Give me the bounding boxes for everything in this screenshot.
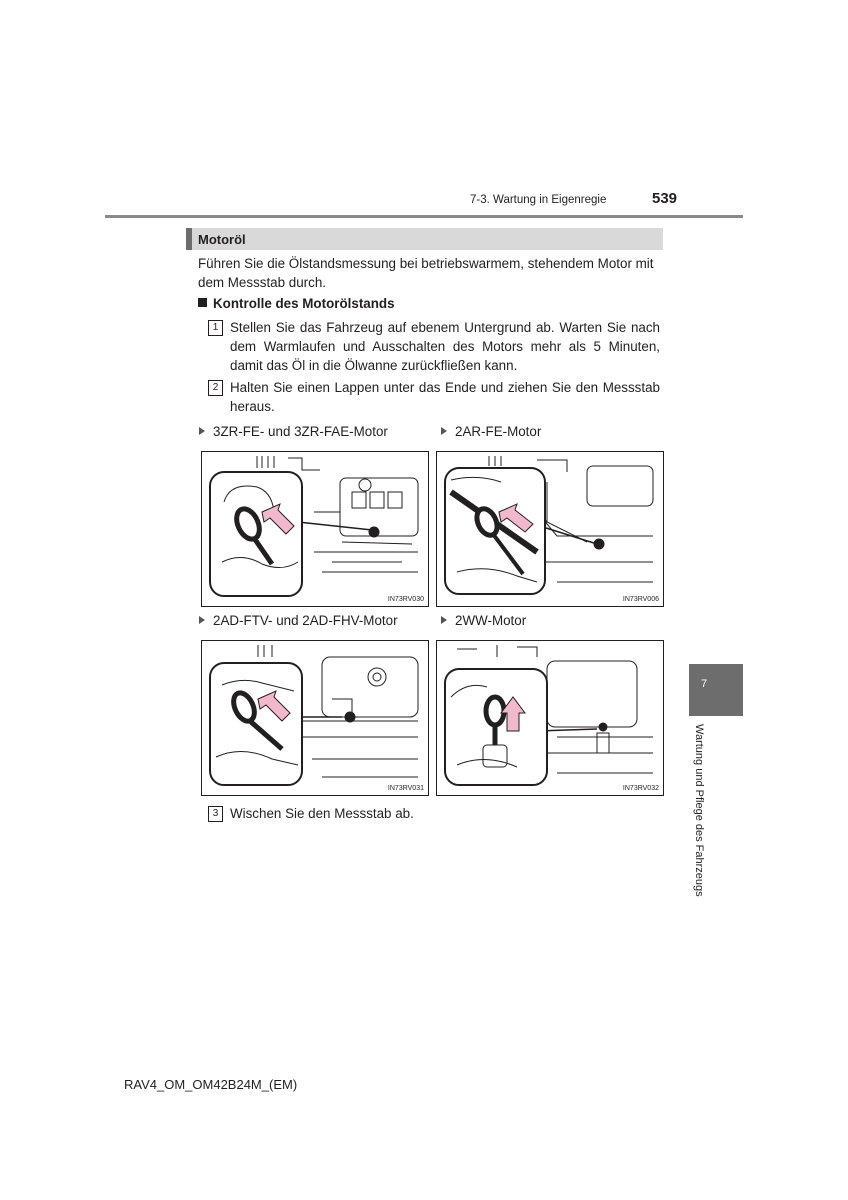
figure-code: IN73RV006 bbox=[622, 596, 659, 603]
chapter-number: 7 bbox=[701, 678, 708, 690]
engine-figure-2ar bbox=[436, 451, 664, 607]
engine-figure-2ad bbox=[201, 640, 429, 796]
figure-caption-text: 3ZR-FE- und 3ZR-FAE-Motor bbox=[213, 424, 388, 439]
figure-caption bbox=[441, 424, 541, 439]
triangle-bullet-icon bbox=[441, 427, 447, 435]
header-section-title: 7-3. Wartung in Eigenregie bbox=[470, 194, 607, 206]
figure-caption-text: 2AR-FE-Motor bbox=[455, 424, 542, 439]
engine-illustration bbox=[202, 641, 428, 795]
intro-paragraph: Führen Sie die Ölstandsmessung bei betriebswarmem, stehendem Motor mit dem Messstab durch. bbox=[198, 256, 654, 290]
engine-illustration bbox=[437, 452, 663, 606]
figure-caption-text: 2WW-Motor bbox=[455, 613, 527, 628]
engine-figure-3zr bbox=[201, 451, 429, 607]
engine-illustration bbox=[437, 641, 663, 795]
subheading bbox=[198, 296, 395, 311]
step-number: 2 bbox=[208, 380, 223, 396]
triangle-bullet-icon bbox=[199, 616, 205, 624]
section-heading-bar bbox=[186, 228, 663, 250]
step-number: 3 bbox=[208, 806, 223, 822]
step-text: Halten Sie einen Lappen unter das Ende und ziehen Sie den Messstab heraus. bbox=[230, 380, 660, 414]
figure-caption bbox=[441, 613, 526, 628]
footer-code: RAV4_OM_OM42B24M_(EM) bbox=[124, 1077, 298, 1092]
figure-caption bbox=[199, 424, 388, 439]
header-rule bbox=[105, 215, 743, 218]
engine-figure-2ww bbox=[436, 640, 664, 796]
figure-caption bbox=[199, 613, 398, 628]
figure-code: IN73RV032 bbox=[622, 785, 659, 792]
section-title: Motoröl bbox=[198, 232, 246, 247]
chapter-label: Wartung und Pflege des Fahrzeugs bbox=[693, 724, 705, 897]
figure-code: IN73RV030 bbox=[387, 596, 424, 603]
step-number: 1 bbox=[208, 320, 223, 336]
engine-illustration bbox=[202, 452, 428, 606]
square-bullet-icon bbox=[198, 298, 207, 307]
figure-caption-text: 2AD-FTV- und 2AD-FHV-Motor bbox=[213, 613, 398, 628]
page-number: 539 bbox=[652, 190, 678, 207]
chapter-tab bbox=[689, 664, 743, 716]
section-heading-marker bbox=[186, 228, 192, 250]
step-text: Wischen Sie den Messstab ab. bbox=[230, 806, 414, 821]
triangle-bullet-icon bbox=[441, 616, 447, 624]
step-text: Stellen Sie das Fahrzeug auf ebenem Untergrund ab. Warten Sie nach dem Warmlaufen und Ausschalten des Motors mehr als 5 Minuten, damit das Öl in die Ölwanne zurückfließen kann. bbox=[230, 320, 660, 373]
triangle-bullet-icon bbox=[199, 427, 205, 435]
subheading-text: Kontrolle des Motorölstands bbox=[213, 296, 395, 311]
figure-code: IN73RV031 bbox=[387, 785, 424, 792]
